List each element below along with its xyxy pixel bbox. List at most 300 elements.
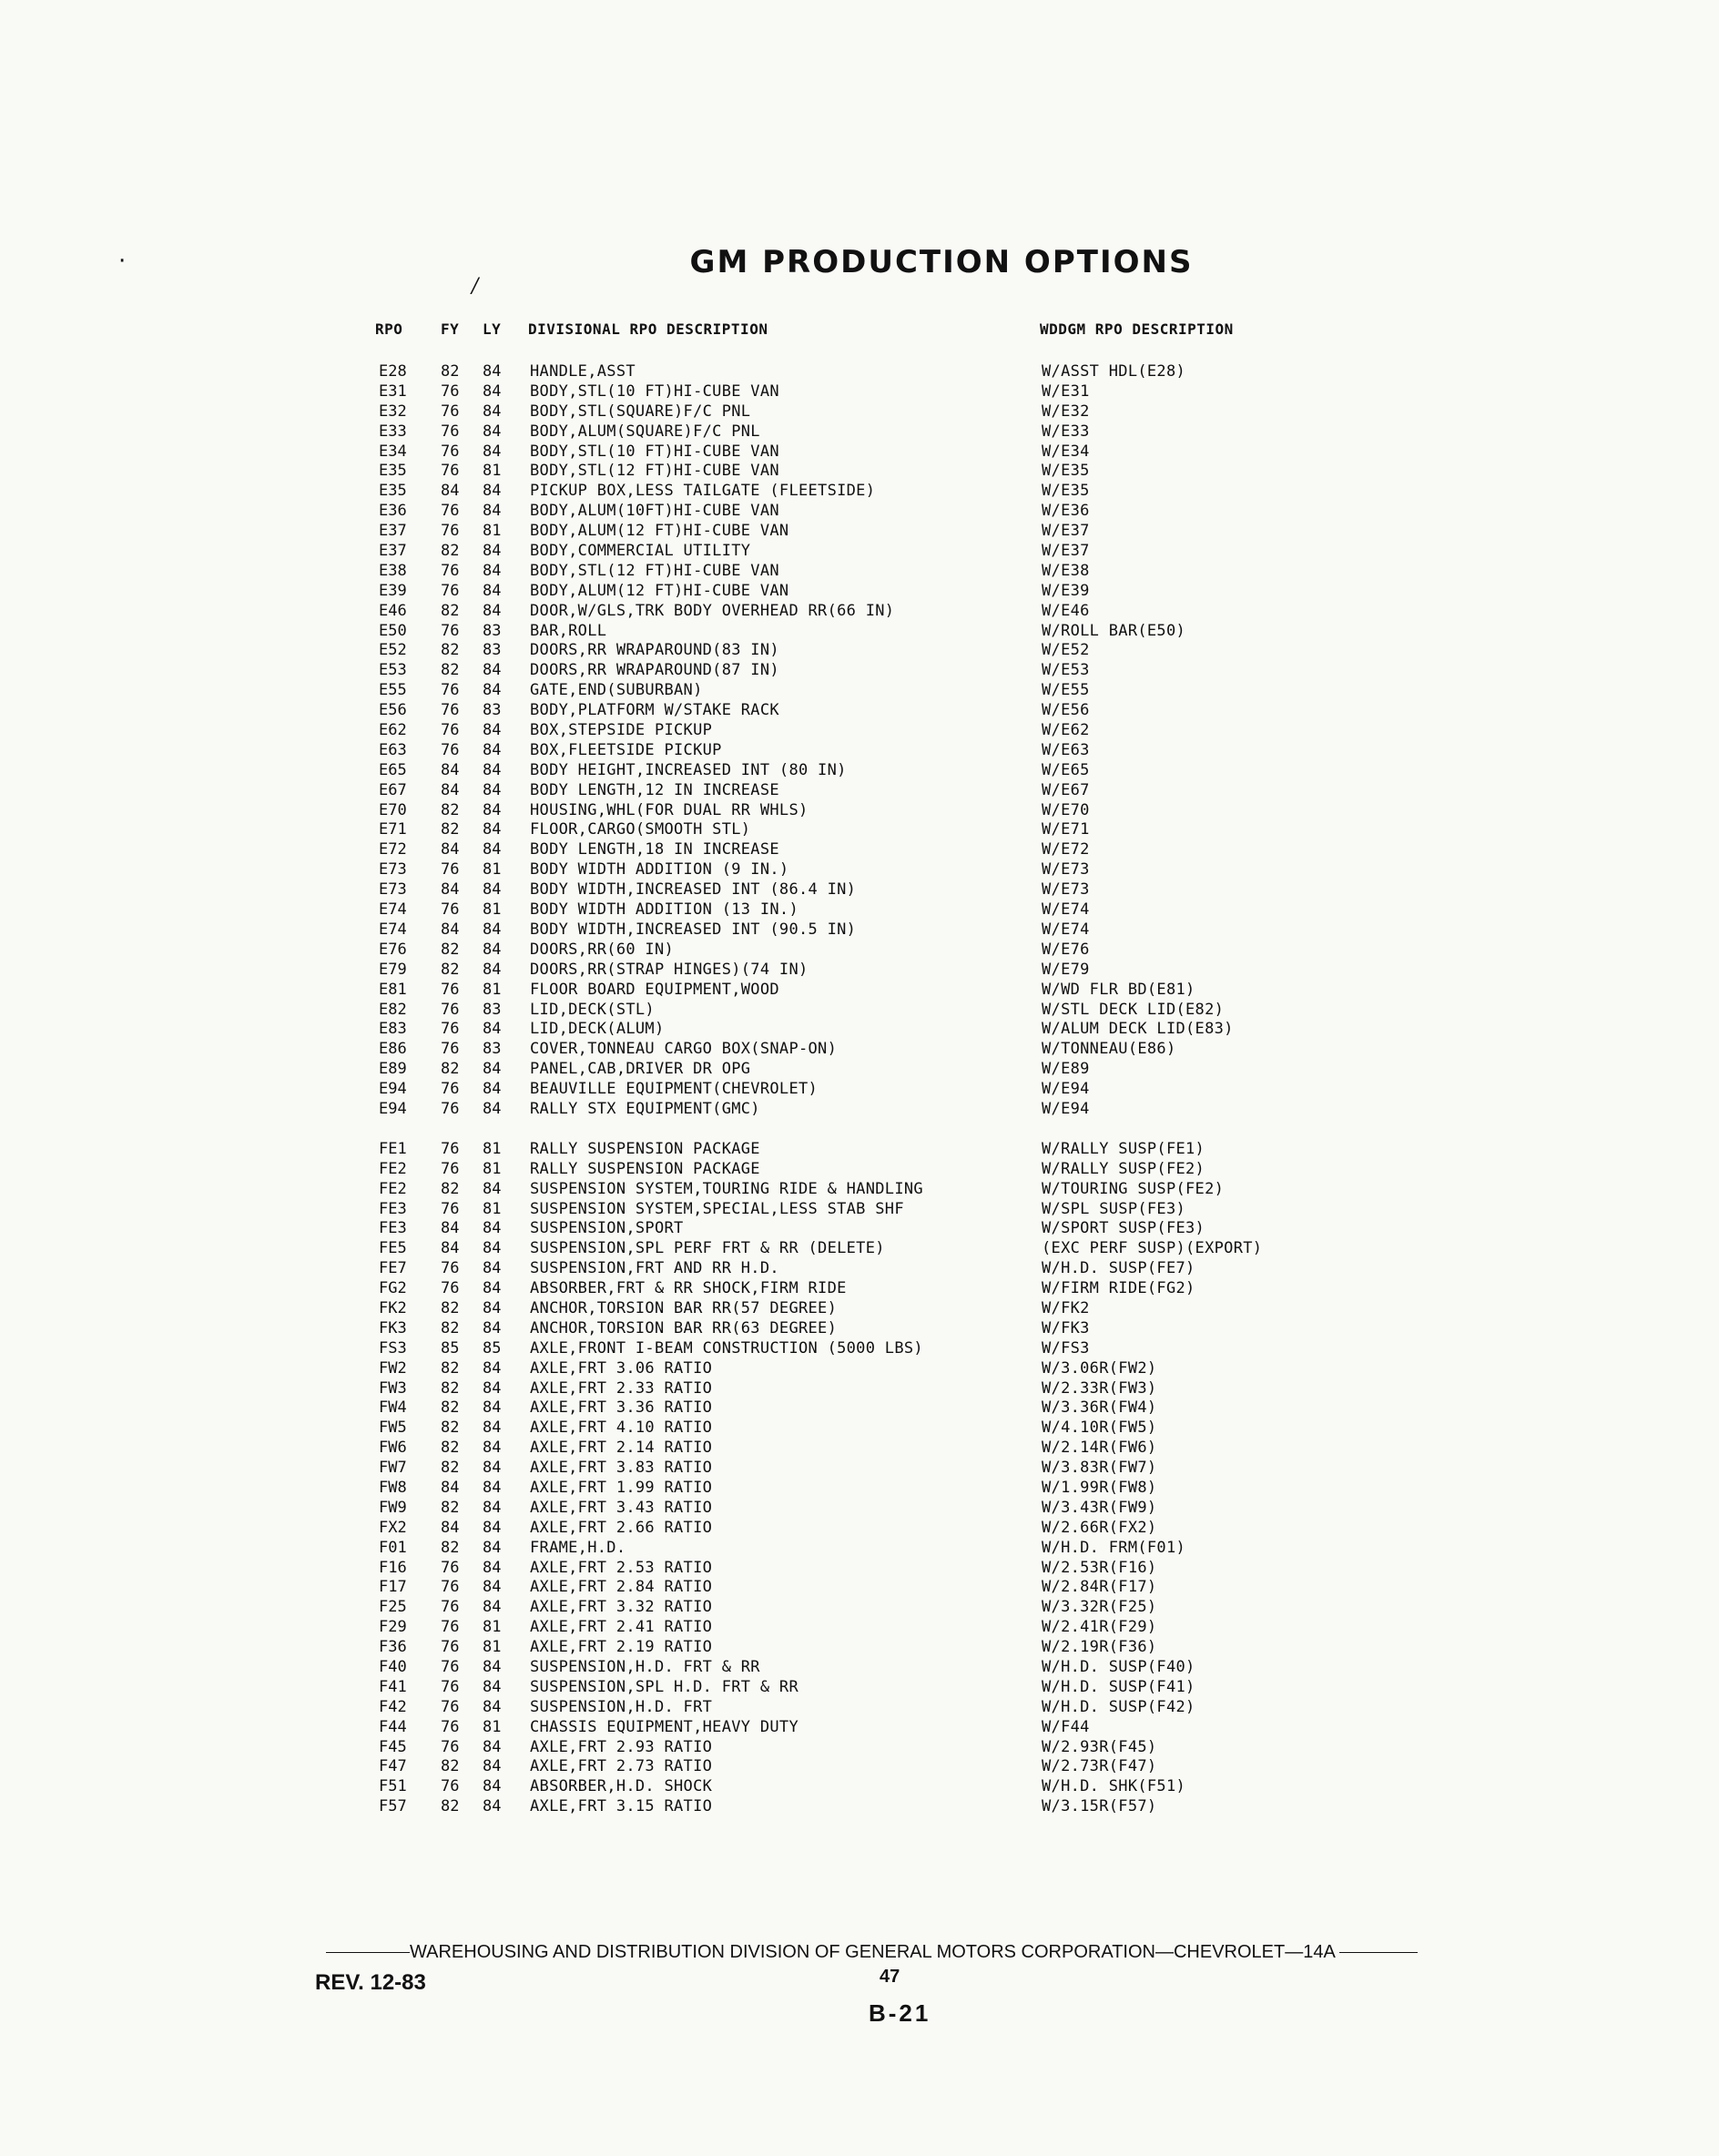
last-year: 84 xyxy=(483,960,502,979)
first-year: 76 xyxy=(441,740,460,759)
rpo-code: E39 xyxy=(379,581,407,600)
wddgm-description: W/E94 xyxy=(1042,1099,1090,1118)
table-row xyxy=(0,1578,1719,1598)
rpo-code: FW2 xyxy=(379,1358,407,1378)
rpo-code: E37 xyxy=(379,522,407,541)
first-year: 84 xyxy=(441,1478,460,1497)
wddgm-description: W/E38 xyxy=(1042,561,1090,580)
last-year: 81 xyxy=(483,1199,502,1218)
last-year: 84 xyxy=(483,1459,502,1478)
rpo-code: E46 xyxy=(379,601,407,620)
first-year: 84 xyxy=(441,780,460,799)
rpo-code: E67 xyxy=(379,780,407,799)
first-year: 82 xyxy=(441,800,460,819)
table-row xyxy=(0,1777,1719,1797)
wddgm-description: W/E76 xyxy=(1042,940,1090,959)
wddgm-description: W/RALLY SUSP(FE2) xyxy=(1042,1159,1205,1178)
first-year: 76 xyxy=(441,681,460,700)
divisional-description: HANDLE,ASST xyxy=(530,362,636,381)
wddgm-description: W/E67 xyxy=(1042,780,1090,799)
table-row xyxy=(0,1479,1719,1499)
wddgm-description: W/2.14R(FW6) xyxy=(1042,1439,1157,1458)
first-year: 82 xyxy=(441,1358,460,1378)
first-year: 84 xyxy=(441,1239,460,1258)
last-year: 84 xyxy=(483,1677,502,1696)
last-year: 84 xyxy=(483,362,502,381)
rpo-code: FE5 xyxy=(379,1239,407,1258)
last-year: 84 xyxy=(483,1060,502,1079)
rpo-code: E76 xyxy=(379,940,407,959)
last-year: 83 xyxy=(483,1040,502,1059)
divisional-description: BEAUVILLE EQUIPMENT(CHEVROLET) xyxy=(530,1080,819,1099)
first-year: 76 xyxy=(441,1717,460,1736)
table-row xyxy=(0,1618,1719,1638)
rpo-code: E94 xyxy=(379,1080,407,1099)
rpo-code: E72 xyxy=(379,840,407,859)
divisional-description: LID,DECK(ALUM) xyxy=(530,1020,665,1039)
last-year: 84 xyxy=(483,1279,502,1298)
last-year: 84 xyxy=(483,1737,502,1756)
table-row xyxy=(0,1539,1719,1559)
divisional-description: DOOR,W/GLS,TRK BODY OVERHEAD RR(66 IN) xyxy=(530,601,895,620)
wddgm-description: W/WD FLR BD(E81) xyxy=(1042,980,1195,999)
rpo-code: E55 xyxy=(379,681,407,700)
rpo-code: F25 xyxy=(379,1598,407,1617)
last-year: 84 xyxy=(483,940,502,959)
table-row xyxy=(0,721,1719,741)
wddgm-description: W/H.D. SUSP(F40) xyxy=(1042,1658,1195,1676)
last-year: 84 xyxy=(483,381,502,401)
wddgm-description: W/E32 xyxy=(1042,402,1090,421)
divisional-description: CHASSIS EQUIPMENT,HEAVY DUTY xyxy=(530,1717,798,1736)
divisional-description: SUSPENSION,H.D. FRT xyxy=(530,1697,713,1716)
divisional-description: SUSPENSION,SPORT xyxy=(530,1219,684,1238)
divisional-description: AXLE,FRT 3.36 RATIO xyxy=(530,1398,713,1418)
rpo-code: E33 xyxy=(379,422,407,441)
first-year: 82 xyxy=(441,542,460,561)
last-year: 84 xyxy=(483,1777,502,1796)
table-row xyxy=(0,1797,1719,1817)
wddgm-description: W/2.53R(F16) xyxy=(1042,1558,1157,1577)
table-row xyxy=(0,941,1719,961)
table-row xyxy=(0,1718,1719,1738)
scan-speck: · xyxy=(118,248,127,275)
divisional-description: SUSPENSION,H.D. FRT & RR xyxy=(530,1658,760,1676)
divisional-description: DOORS,RR WRAPAROUND(83 IN) xyxy=(530,641,779,660)
first-year: 76 xyxy=(441,402,460,421)
table-row xyxy=(0,622,1719,642)
first-year: 82 xyxy=(441,1398,460,1418)
last-year: 83 xyxy=(483,621,502,640)
divisional-description: PICKUP BOX,LESS TAILGATE (FLEETSIDE) xyxy=(530,482,876,501)
divisional-description: ANCHOR,TORSION BAR RR(63 DEGREE) xyxy=(530,1318,838,1337)
divisional-description: BODY,ALUM(12 FT)HI-CUBE VAN xyxy=(530,522,789,541)
first-year: 76 xyxy=(441,422,460,441)
divisional-description: BODY WIDTH ADDITION (13 IN.) xyxy=(530,900,798,920)
rpo-code: F41 xyxy=(379,1677,407,1696)
first-year: 76 xyxy=(441,522,460,541)
first-year: 85 xyxy=(441,1338,460,1358)
table-row xyxy=(0,1379,1719,1399)
wddgm-description: W/H.D. SUSP(F42) xyxy=(1042,1697,1195,1716)
divisional-description: BODY,STL(12 FT)HI-CUBE VAN xyxy=(530,561,779,580)
rpo-code: F57 xyxy=(379,1797,407,1816)
wddgm-description: W/E39 xyxy=(1042,581,1090,600)
wddgm-description: W/TOURING SUSP(FE2) xyxy=(1042,1179,1225,1198)
first-year: 82 xyxy=(441,1318,460,1337)
wddgm-description: W/E74 xyxy=(1042,900,1090,920)
divisional-description: FLOOR,CARGO(SMOOTH STL) xyxy=(530,820,751,839)
first-year: 82 xyxy=(441,661,460,680)
rpo-code: FE2 xyxy=(379,1179,407,1198)
wddgm-description: W/FS3 xyxy=(1042,1338,1090,1358)
divisional-description: RALLY SUSPENSION PACKAGE xyxy=(530,1139,760,1158)
page-title: GM PRODUCTION OPTIONS xyxy=(689,244,1194,280)
divisional-description: HOUSING,WHL(FOR DUAL RR WHLS) xyxy=(530,800,809,819)
last-year: 83 xyxy=(483,641,502,660)
wddgm-description: W/ASST HDL(E28) xyxy=(1042,362,1186,381)
table-row xyxy=(0,562,1719,582)
divisional-description: GATE,END(SUBURBAN) xyxy=(530,681,703,700)
divisional-description: AXLE,FRT 3.06 RATIO xyxy=(530,1358,713,1378)
divisional-description: BODY LENGTH,12 IN INCREASE xyxy=(530,780,779,799)
last-year: 84 xyxy=(483,1478,502,1497)
divisional-description: BODY,STL(10 FT)HI-CUBE VAN xyxy=(530,381,779,401)
last-year: 81 xyxy=(483,980,502,999)
rpo-code: F17 xyxy=(379,1578,407,1597)
wddgm-description: W/H.D. SUSP(F41) xyxy=(1042,1677,1195,1696)
first-year: 76 xyxy=(441,900,460,920)
first-year: 84 xyxy=(441,760,460,779)
table-row xyxy=(0,1419,1719,1439)
table-row xyxy=(0,462,1719,482)
divisional-description: AXLE,FRT 4.10 RATIO xyxy=(530,1419,713,1438)
table-row xyxy=(0,820,1719,840)
table-row xyxy=(0,1757,1719,1777)
wddgm-description: W/2.93R(F45) xyxy=(1042,1737,1157,1756)
first-year: 76 xyxy=(441,1099,460,1118)
divisional-description: PANEL,CAB,DRIVER DR OPG xyxy=(530,1060,751,1079)
divisional-description: DOORS,RR(60 IN) xyxy=(530,940,675,959)
divisional-description: COVER,TONNEAU CARGO BOX(SNAP-ON) xyxy=(530,1040,838,1059)
table-row xyxy=(0,661,1719,681)
divisional-description: FRAME,H.D. xyxy=(530,1538,626,1557)
divisional-description: FLOOR BOARD EQUIPMENT,WOOD xyxy=(530,980,779,999)
first-year: 76 xyxy=(441,1658,460,1676)
last-year: 84 xyxy=(483,1578,502,1597)
wddgm-description: W/E36 xyxy=(1042,502,1090,521)
first-year: 76 xyxy=(441,621,460,640)
table-row xyxy=(0,1319,1719,1339)
table-row xyxy=(0,681,1719,701)
divisional-description: SUSPENSION SYSTEM,SPECIAL,LESS STAB SHF xyxy=(530,1199,904,1218)
last-year: 81 xyxy=(483,1139,502,1158)
last-year: 84 xyxy=(483,442,502,461)
rpo-code: FW6 xyxy=(379,1439,407,1458)
last-year: 85 xyxy=(483,1338,502,1358)
divisional-description: AXLE,FRT 3.32 RATIO xyxy=(530,1598,713,1617)
table-row xyxy=(0,1519,1719,1539)
last-year: 84 xyxy=(483,1558,502,1577)
first-year: 82 xyxy=(441,1439,460,1458)
table-row xyxy=(0,1359,1719,1379)
wddgm-description: W/E73 xyxy=(1042,880,1090,900)
table-row xyxy=(0,1060,1719,1080)
wddgm-description: W/STL DECK LID(E82) xyxy=(1042,1000,1225,1019)
table-row xyxy=(0,900,1719,920)
last-year: 83 xyxy=(483,1000,502,1019)
divisional-description: AXLE,FRT 2.14 RATIO xyxy=(530,1439,713,1458)
revision-label: REV. 12-83 xyxy=(315,1970,426,1995)
rpo-code: E71 xyxy=(379,820,407,839)
wddgm-description: W/SPL SUSP(FE3) xyxy=(1042,1199,1186,1218)
table-row xyxy=(0,1160,1719,1180)
divisional-description: BODY,STL(SQUARE)F/C PNL xyxy=(530,402,751,421)
scan-mark: / xyxy=(472,275,479,298)
first-year: 84 xyxy=(441,482,460,501)
rpo-code: F51 xyxy=(379,1777,407,1796)
first-year: 76 xyxy=(441,701,460,720)
last-year: 84 xyxy=(483,1318,502,1337)
table-row xyxy=(0,1638,1719,1658)
footer-division-text: WAREHOUSING AND DISTRIBUTION DIVISION OF GENERAL MOTORS CORPORATION—CHEVROLET—14A xyxy=(410,1942,1335,1962)
table-row xyxy=(0,582,1719,602)
last-year: 81 xyxy=(483,1638,502,1657)
rpo-code: F40 xyxy=(379,1658,407,1676)
first-year: 76 xyxy=(441,1159,460,1178)
rpo-code: E82 xyxy=(379,1000,407,1019)
last-year: 84 xyxy=(483,1298,502,1317)
divisional-description: ABSORBER,H.D. SHOCK xyxy=(530,1777,713,1796)
table-row xyxy=(0,1658,1719,1678)
wddgm-description: W/3.06R(FW2) xyxy=(1042,1358,1157,1378)
wddgm-description: W/E73 xyxy=(1042,860,1090,880)
last-year: 84 xyxy=(483,1259,502,1278)
divisional-description: SUSPENSION SYSTEM,TOURING RIDE & HANDLING xyxy=(530,1179,923,1198)
wddgm-description: W/E74 xyxy=(1042,920,1090,939)
wddgm-description: W/E53 xyxy=(1042,661,1090,680)
first-year: 76 xyxy=(441,1777,460,1796)
wddgm-description: W/2.66R(FX2) xyxy=(1042,1518,1157,1537)
wddgm-description: W/3.83R(FW7) xyxy=(1042,1459,1157,1478)
last-year: 81 xyxy=(483,1717,502,1736)
last-year: 84 xyxy=(483,1378,502,1398)
last-year: 84 xyxy=(483,1398,502,1418)
wddgm-description: W/E56 xyxy=(1042,701,1090,720)
rpo-code: F42 xyxy=(379,1697,407,1716)
first-year: 82 xyxy=(441,1419,460,1438)
divisional-description: BOX,FLEETSIDE PICKUP xyxy=(530,740,722,759)
first-year: 82 xyxy=(441,1757,460,1776)
rpo-code: F44 xyxy=(379,1717,407,1736)
last-year: 81 xyxy=(483,462,502,481)
rpo-code: F47 xyxy=(379,1757,407,1776)
rpo-code: E31 xyxy=(379,381,407,401)
wddgm-description: W/RALLY SUSP(FE1) xyxy=(1042,1139,1205,1158)
divisional-description: BODY WIDTH ADDITION (9 IN.) xyxy=(530,860,789,880)
wddgm-description: W/E31 xyxy=(1042,381,1090,401)
table-row xyxy=(0,1738,1719,1758)
wddgm-description: W/2.19R(F36) xyxy=(1042,1638,1157,1657)
divisional-description: BODY,STL(12 FT)HI-CUBE VAN xyxy=(530,462,779,481)
rpo-code: E74 xyxy=(379,900,407,920)
first-year: 82 xyxy=(441,820,460,839)
wddgm-description: W/4.10R(FW5) xyxy=(1042,1419,1157,1438)
wddgm-description: W/E34 xyxy=(1042,442,1090,461)
divisional-description: BODY,ALUM(SQUARE)F/C PNL xyxy=(530,422,760,441)
last-year: 84 xyxy=(483,581,502,600)
table-row xyxy=(0,741,1719,761)
last-year: 81 xyxy=(483,900,502,920)
wddgm-description: W/ALUM DECK LID(E83) xyxy=(1042,1020,1234,1039)
last-year: 84 xyxy=(483,482,502,501)
wddgm-description: W/E65 xyxy=(1042,760,1090,779)
first-year: 76 xyxy=(441,1000,460,1019)
table-row xyxy=(0,781,1719,801)
wddgm-description: W/E33 xyxy=(1042,422,1090,441)
first-year: 76 xyxy=(441,1259,460,1278)
first-year: 76 xyxy=(441,1199,460,1218)
table-row xyxy=(0,1259,1719,1279)
divisional-description: RALLY SUSPENSION PACKAGE xyxy=(530,1159,760,1178)
divisional-description: AXLE,FRT 2.53 RATIO xyxy=(530,1558,713,1577)
wddgm-description: W/E52 xyxy=(1042,641,1090,660)
last-year: 84 xyxy=(483,1080,502,1099)
last-year: 84 xyxy=(483,402,502,421)
rpo-code: E86 xyxy=(379,1040,407,1059)
table-row xyxy=(0,801,1719,821)
wddgm-description: W/E63 xyxy=(1042,740,1090,759)
rpo-code: FK3 xyxy=(379,1318,407,1337)
table-row xyxy=(0,1140,1719,1160)
table-row xyxy=(0,1100,1719,1120)
rpo-code: F29 xyxy=(379,1618,407,1637)
divisional-description: AXLE,FRT 1.99 RATIO xyxy=(530,1478,713,1497)
rpo-code: FE1 xyxy=(379,1139,407,1158)
rpo-code: FW9 xyxy=(379,1498,407,1517)
first-year: 82 xyxy=(441,362,460,381)
first-year: 76 xyxy=(441,1578,460,1597)
divisional-description: AXLE,FRT 2.73 RATIO xyxy=(530,1757,713,1776)
last-year: 84 xyxy=(483,840,502,859)
first-year: 76 xyxy=(441,1020,460,1039)
first-year: 76 xyxy=(441,1558,460,1577)
rpo-code: E36 xyxy=(379,502,407,521)
first-year: 82 xyxy=(441,1179,460,1198)
first-year: 82 xyxy=(441,1298,460,1317)
wddgm-description: W/E35 xyxy=(1042,482,1090,501)
last-year: 81 xyxy=(483,1618,502,1637)
wddgm-description: W/E72 xyxy=(1042,840,1090,859)
divisional-description: ABSORBER,FRT & RR SHOCK,FIRM RIDE xyxy=(530,1279,847,1298)
table-row xyxy=(0,981,1719,1001)
table-row xyxy=(0,1040,1719,1060)
footer-rule-left xyxy=(326,1952,410,1953)
wddgm-description: W/ROLL BAR(E50) xyxy=(1042,621,1186,640)
first-year: 76 xyxy=(441,1618,460,1637)
first-year: 76 xyxy=(441,462,460,481)
divisional-description: AXLE,FRT 3.15 RATIO xyxy=(530,1797,713,1816)
rpo-code: FS3 xyxy=(379,1338,407,1358)
table-row xyxy=(0,542,1719,562)
table-row xyxy=(0,1239,1719,1259)
first-year: 76 xyxy=(441,1080,460,1099)
last-year: 84 xyxy=(483,1518,502,1537)
last-year: 84 xyxy=(483,1419,502,1438)
wddgm-description: W/FIRM RIDE(FG2) xyxy=(1042,1279,1195,1298)
last-year: 84 xyxy=(483,1538,502,1557)
first-year: 82 xyxy=(441,1498,460,1517)
divisional-description: SUSPENSION,FRT AND RR H.D. xyxy=(530,1259,779,1278)
last-year: 84 xyxy=(483,780,502,799)
table-row xyxy=(0,761,1719,781)
last-year: 84 xyxy=(483,422,502,441)
table-row xyxy=(0,1299,1719,1319)
last-year: 84 xyxy=(483,760,502,779)
wddgm-description: W/1.99R(FW8) xyxy=(1042,1478,1157,1497)
first-year: 76 xyxy=(441,442,460,461)
first-year: 76 xyxy=(441,581,460,600)
first-year: 76 xyxy=(441,1040,460,1059)
rpo-code: E53 xyxy=(379,661,407,680)
table-row xyxy=(0,362,1719,382)
table-row xyxy=(0,482,1719,502)
rpo-code: E37 xyxy=(379,542,407,561)
divisional-description: ANCHOR,TORSION BAR RR(57 DEGREE) xyxy=(530,1298,838,1317)
divisional-description: AXLE,FRT 2.19 RATIO xyxy=(530,1638,713,1657)
divisional-description: BODY HEIGHT,INCREASED INT (80 IN) xyxy=(530,760,847,779)
divisional-description: AXLE,FRT 3.43 RATIO xyxy=(530,1498,713,1517)
divisional-description: BOX,STEPSIDE PICKUP xyxy=(530,721,713,740)
divisional-description: AXLE,FRT 3.83 RATIO xyxy=(530,1459,713,1478)
rpo-code: FW5 xyxy=(379,1419,407,1438)
wddgm-description: W/H.D. SUSP(FE7) xyxy=(1042,1259,1195,1278)
rpo-code: FX2 xyxy=(379,1518,407,1537)
table-row xyxy=(0,1559,1719,1579)
last-year: 84 xyxy=(483,1439,502,1458)
table-row xyxy=(0,1698,1719,1718)
table-row xyxy=(0,602,1719,622)
divisional-description: BAR,ROLL xyxy=(530,621,607,640)
first-year: 84 xyxy=(441,920,460,939)
table-row xyxy=(0,1339,1719,1359)
table-row xyxy=(0,1180,1719,1200)
last-year: 83 xyxy=(483,701,502,720)
last-year: 84 xyxy=(483,1099,502,1118)
column-header-fy: FY xyxy=(441,320,460,338)
rpo-code: E89 xyxy=(379,1060,407,1079)
rpo-code: E62 xyxy=(379,721,407,740)
last-year: 81 xyxy=(483,522,502,541)
wddgm-description: W/H.D. FRM(F01) xyxy=(1042,1538,1186,1557)
last-year: 84 xyxy=(483,721,502,740)
column-header-rpo: RPO xyxy=(375,320,403,338)
divisional-description: AXLE,FRT 2.33 RATIO xyxy=(530,1378,713,1398)
wddgm-description: W/3.32R(F25) xyxy=(1042,1598,1157,1617)
last-year: 84 xyxy=(483,1498,502,1517)
wddgm-description: W/E55 xyxy=(1042,681,1090,700)
last-year: 84 xyxy=(483,1358,502,1378)
divisional-description: RALLY STX EQUIPMENT(GMC) xyxy=(530,1099,760,1118)
wddgm-description: W/E71 xyxy=(1042,820,1090,839)
rpo-code: FW3 xyxy=(379,1378,407,1398)
rpo-code: E34 xyxy=(379,442,407,461)
wddgm-description: (EXC PERF SUSP)(EXPORT) xyxy=(1042,1239,1263,1258)
divisional-description: BODY,ALUM(12 FT)HI-CUBE VAN xyxy=(530,581,789,600)
first-year: 82 xyxy=(441,1797,460,1816)
first-year: 82 xyxy=(441,1459,460,1478)
first-year: 84 xyxy=(441,1518,460,1537)
